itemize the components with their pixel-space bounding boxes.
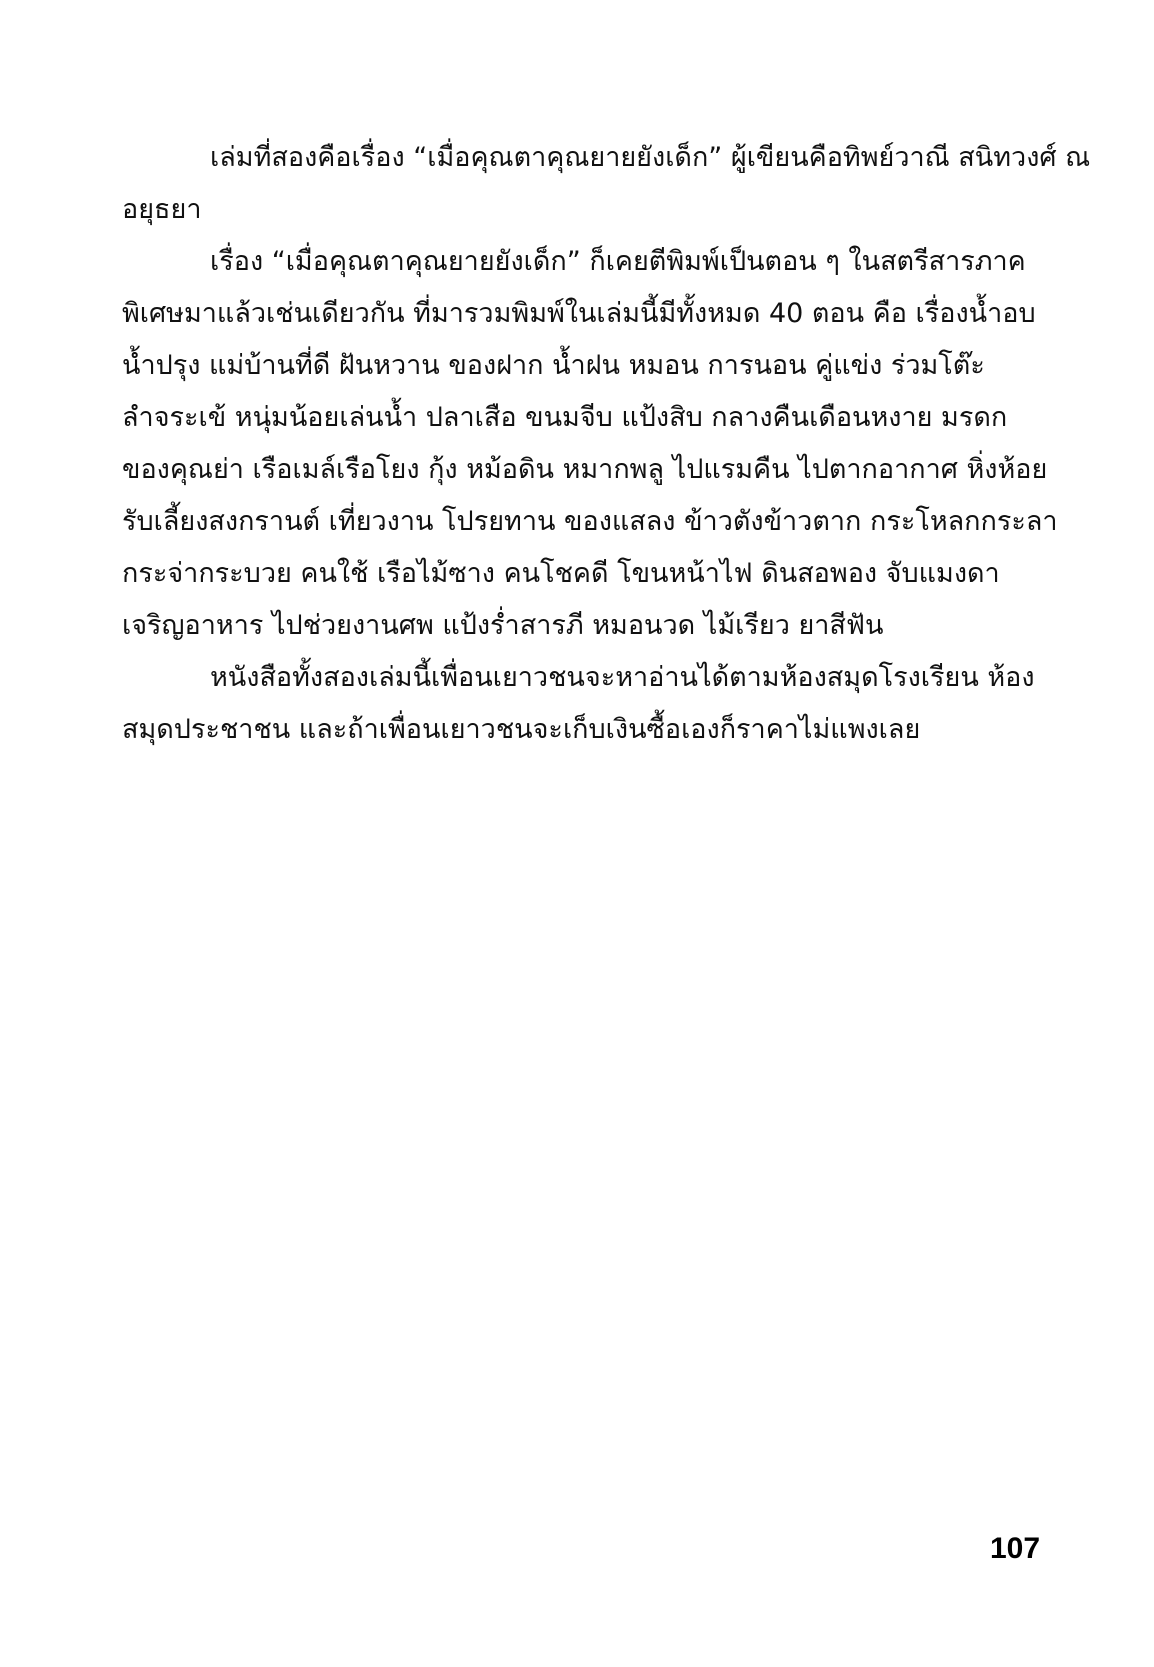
text-line: สมุดประชาชน และถ้าเพื่อนเยาวชนจะเก็บเงินซื้อเองก็ราคาไม่แพงเลย	[122, 714, 921, 745]
text-line: อยุธยา	[122, 194, 202, 225]
text-line: น้ำปรุง แม่บ้านที่ดี ฝันหวาน ของฝาก น้ำฝน หมอน การนอน คู่แข่ง ร่วมโต๊ะ	[122, 350, 985, 381]
text-line: พิเศษมาแล้วเช่นเดียวกัน ที่มารวมพิมพ์ในเล่มนี้มีทั้งหมด 40 ตอน คือ เรื่องน้ำอบ	[122, 298, 1036, 329]
text-line: ลำจระเข้ หนุ่มน้อยเล่นน้ำ ปลาเสือ ขนมจีบ แป้งสิบ กลางคืนเดือนหงาย มรดก	[122, 402, 1008, 433]
text-line: ของคุณย่า เรือเมล์เรือโยง กุ้ง หม้อดิน หมากพลู ไปแรมคืน ไปตากอากาศ หิ่งห้อย	[122, 454, 1048, 485]
page-number: 107	[990, 1532, 1041, 1565]
body-text	[122, 132, 1091, 756]
text-line: เรื่อง “เมื่อคุณตาคุณยายยังเด็ก” ก็เคยตีพิมพ์เป็นตอน ๆ ในสตรีสารภาค	[210, 246, 1026, 277]
text-line: หนังสือทั้งสองเล่มนี้เพื่อนเยาวชนจะหาอ่านได้ตามห้องสมุดโรงเรียน ห้อง	[210, 662, 1035, 693]
text-line: รับเลี้ยงสงกรานต์ เที่ยวงาน โปรยทาน ของแสลง ข้าวตังข้าวตาก กระโหลกกระลา	[122, 506, 1058, 537]
text-line: เจริญอาหาร ไปช่วยงานศพ แป้งร่ำสารภี หมอนวด ไม้เรียว ยาสีฟัน	[122, 610, 884, 641]
paragraph-1	[122, 132, 1091, 236]
text-line: กระจ่ากระบวย คนใช้ เรือไม้ซาง คนโชคดี โขนหน้าไฟ ดินสอพอง จับแมงดา	[122, 558, 1000, 589]
paragraph-3	[122, 652, 1035, 756]
paragraph-2	[122, 236, 1058, 652]
text-line: เล่มที่สองคือเรื่อง “เมื่อคุณตาคุณยายยังเด็ก” ผู้เขียนคือทิพย์วาณี สนิทวงศ์ ณ	[210, 142, 1091, 173]
